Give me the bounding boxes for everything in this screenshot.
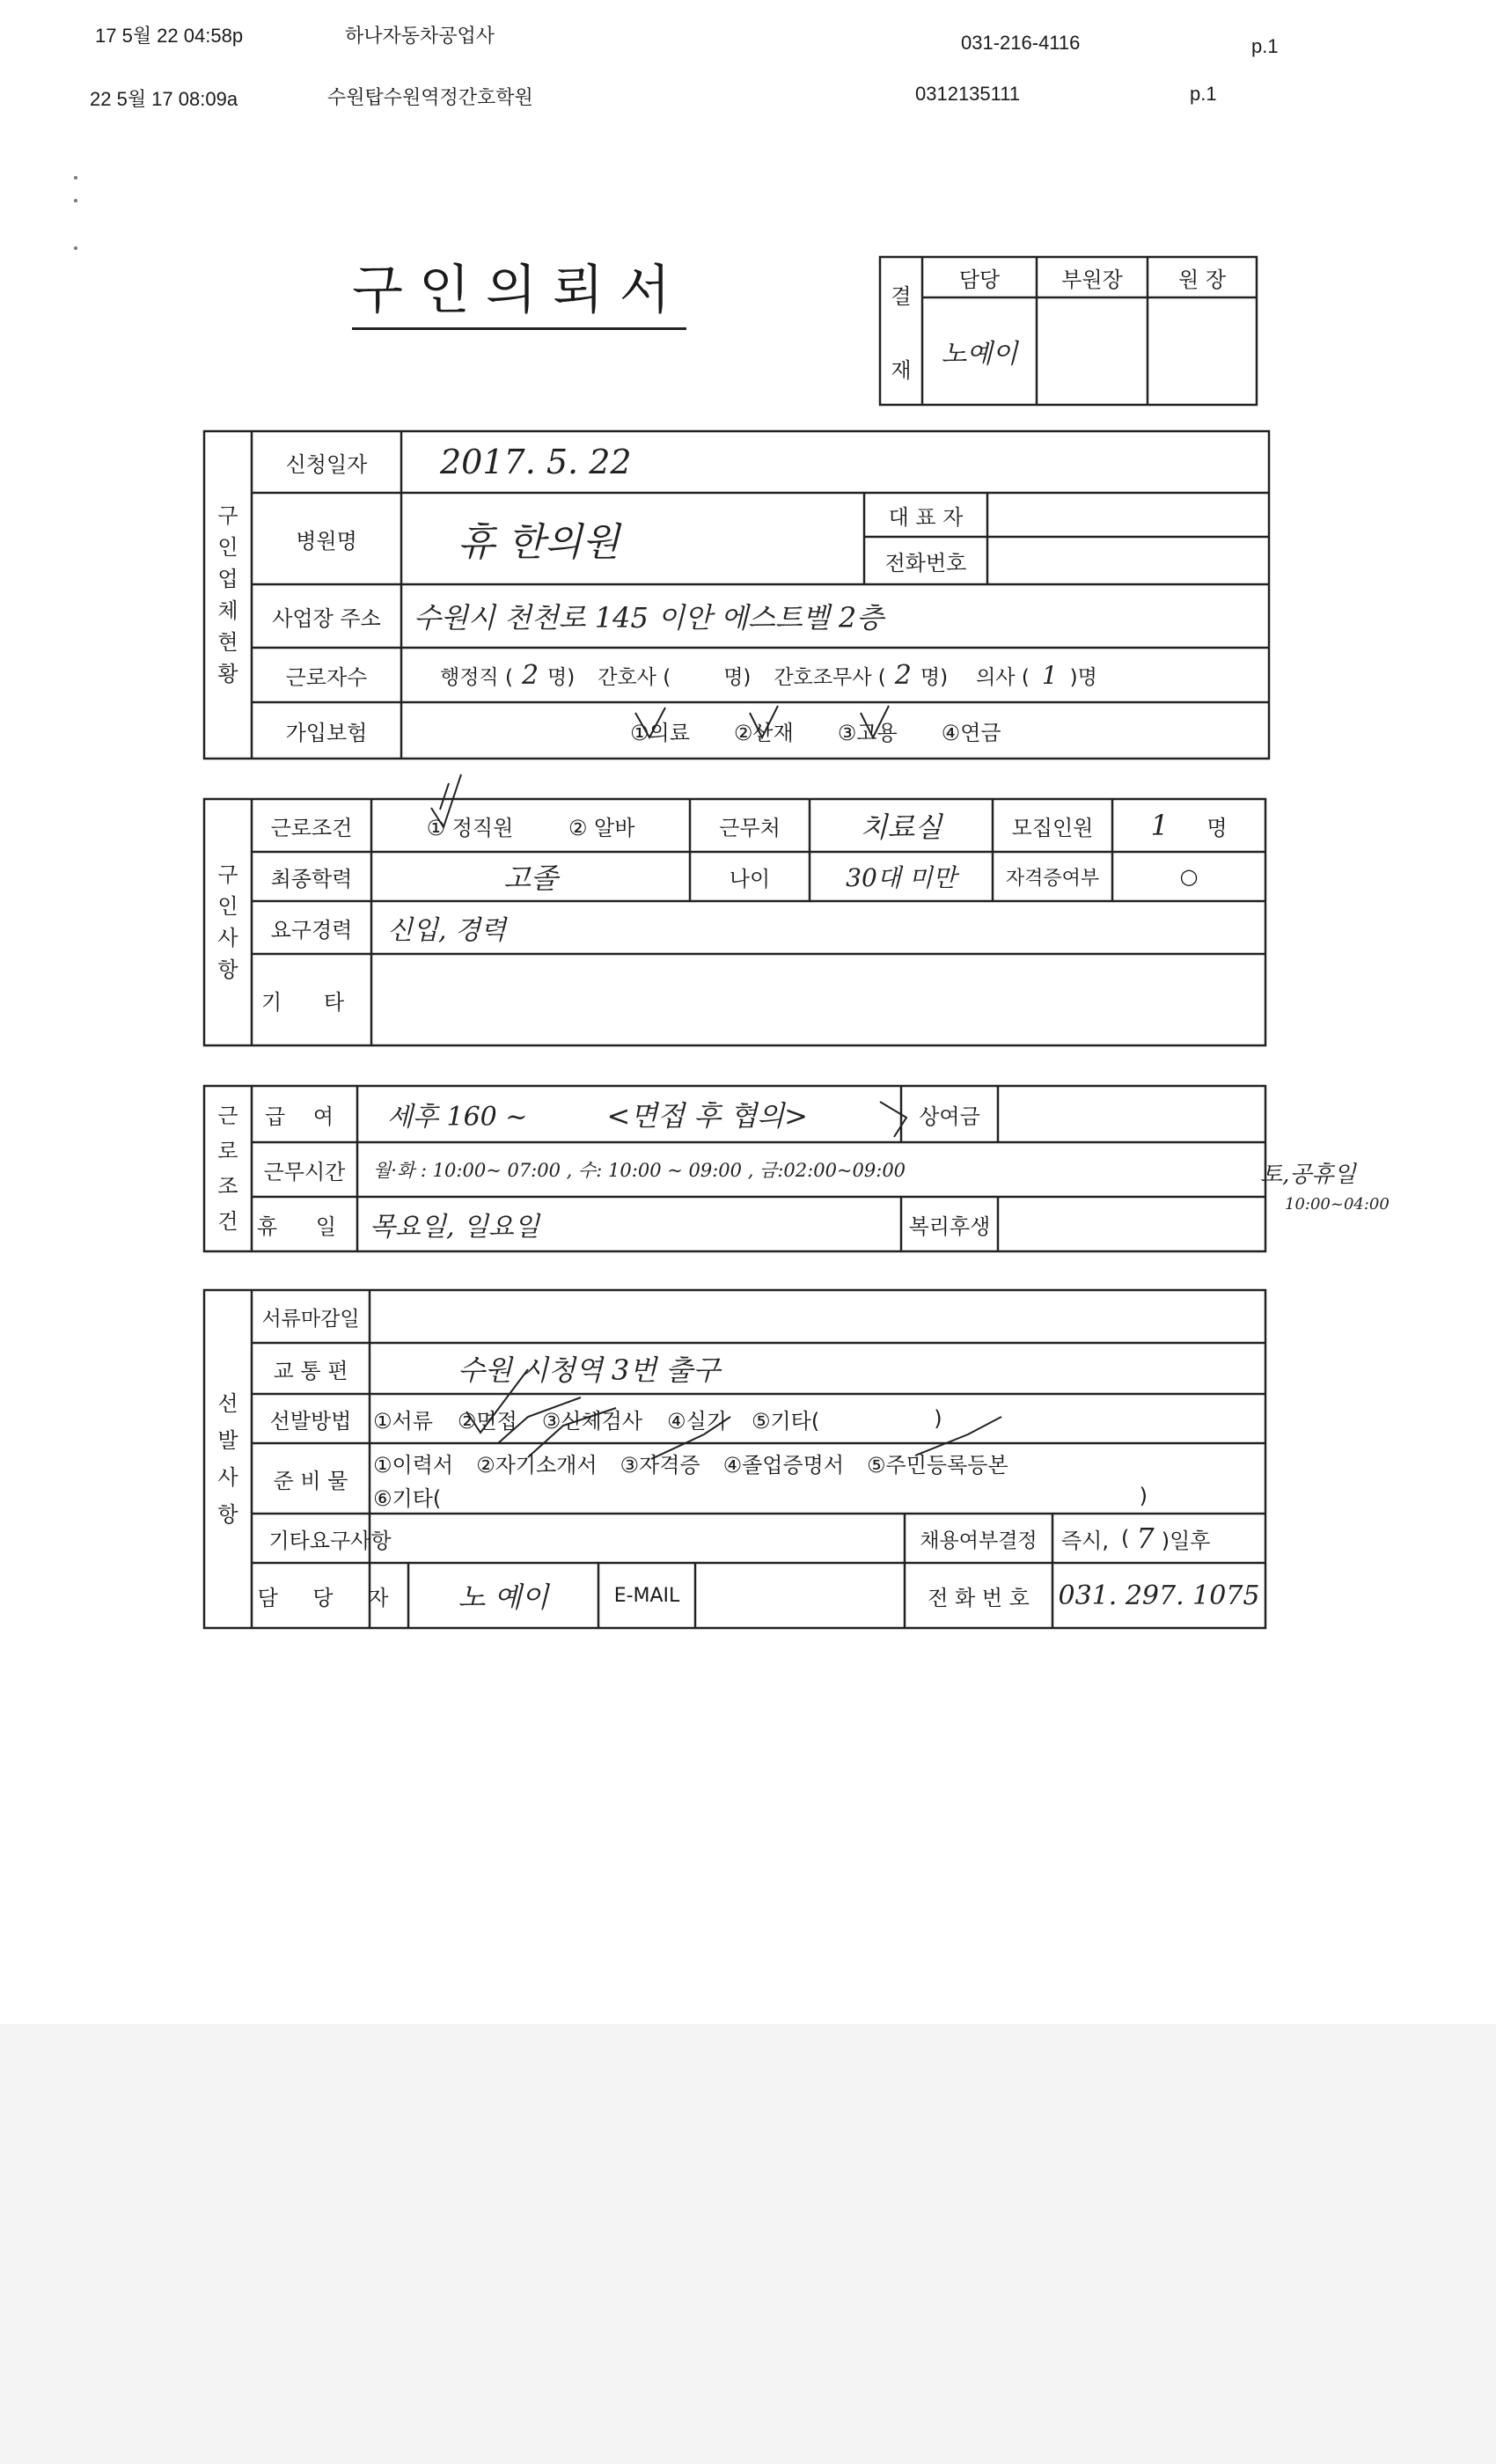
hours-label: 근무시간 <box>263 1159 346 1184</box>
headcount-cell <box>1112 799 1265 852</box>
deadline-value <box>378 1290 1258 1343</box>
insurance-pension: ④연금 <box>941 720 1001 745</box>
assistant-unit: 명) <box>920 665 949 689</box>
email-value <box>704 1563 898 1628</box>
address-label: 사업장 주소 <box>272 605 381 631</box>
license-value: ○ <box>1179 864 1199 889</box>
hiring-decision-text: 즉시, <box>1061 1528 1109 1553</box>
method-documents: ①서류 <box>373 1408 433 1434</box>
docs-options <box>373 1447 1253 1478</box>
approval-signature: 노예이 <box>941 339 1018 370</box>
apply-date-label: 신청일자 <box>285 451 368 477</box>
hiring-decision-unit: )일후 <box>1161 1528 1211 1553</box>
etc-label: 기 타 <box>261 989 362 1015</box>
apply-date-value: 2017. 5. 22 <box>440 443 632 481</box>
method-options <box>373 1394 1253 1443</box>
salary-cell <box>387 1086 898 1142</box>
method-practical: ④실기 <box>667 1408 727 1434</box>
approval-col-vice-director: 부원장 <box>1061 267 1123 292</box>
age-value: 30대 미만 <box>846 863 957 892</box>
welfare-label: 복리후생 <box>908 1214 991 1239</box>
admin-unit: 명) <box>547 665 576 689</box>
docs-cover-letter: ②자기소개서 <box>476 1452 598 1478</box>
holiday-label: 휴 일 <box>257 1214 352 1239</box>
headcount-unit: 명 <box>1206 815 1228 840</box>
docs-other-close: ) <box>1139 1484 1148 1508</box>
career-label: 요구경력 <box>270 917 353 942</box>
headcount-value: 1 <box>1150 809 1169 842</box>
fax-sender-1: 하나자동차공업사 <box>345 25 495 47</box>
hours-extra-time: 10:00~04:00 <box>1285 1195 1390 1214</box>
license-label: 자격증여부 <box>1005 867 1100 890</box>
workers-label: 근로자수 <box>285 664 368 690</box>
salary-value: 세후 160 ~ <box>387 1102 528 1133</box>
etc-value <box>387 954 1179 1045</box>
fax-phone-2: 0312135111 <box>915 83 1021 105</box>
insurance-medical: ①의료 <box>630 720 690 745</box>
section-recruit-label: 구 인 사 항 <box>217 862 238 982</box>
address-value: 수원시 천천로 145 이안 에스트벨 2층 <box>414 601 884 634</box>
docs-other-row <box>373 1480 1148 1512</box>
hospital-name-value: 휴 한의원 <box>458 520 620 565</box>
method-other: ⑤기타( <box>751 1408 820 1434</box>
fax-phone-1: 031-216-4116 <box>961 32 1081 54</box>
phone-value <box>994 537 1258 584</box>
document-title: 구인의뢰서 <box>352 248 686 330</box>
docs-license: ③자격증 <box>620 1452 700 1478</box>
transport-label: 교 통 편 <box>273 1358 348 1383</box>
bonus-label: 상여금 <box>919 1104 980 1129</box>
education-label: 최종학력 <box>270 866 353 891</box>
ceo-label: 대 표 자 <box>888 504 964 530</box>
conditions-label: 근로조건 <box>270 815 353 840</box>
page-background <box>0 2024 1496 2464</box>
method-label: 선발방법 <box>269 1408 352 1434</box>
approval-label-bottom: 재 <box>891 357 912 383</box>
other-requirements-label: 기타요구사항 <box>268 1528 392 1553</box>
section-employer-label: 구 인 업 체 현 황 <box>217 503 238 686</box>
age-label: 나이 <box>729 866 771 891</box>
fax-time-2: 22 5월 17 08:09a <box>90 88 238 110</box>
bonus-value <box>1003 1086 1258 1142</box>
hospital-name-label: 병원명 <box>296 528 357 554</box>
workers-row <box>440 648 1267 702</box>
approval-col-staff: 담당 <box>958 267 1001 292</box>
docs-resident-register: ⑤주민등록등본 <box>867 1452 1008 1478</box>
docs-other: ⑥기타( <box>373 1485 442 1511</box>
docs-resume: ①이력서 <box>373 1452 454 1478</box>
holiday-value: 목요일, 일요일 <box>370 1212 539 1243</box>
fax-time-1: 17 5월 22 04:58p <box>95 25 244 47</box>
salary-label: 급 여 <box>265 1104 344 1129</box>
section-work-conditions-label: 근 로 조 건 <box>217 1104 238 1234</box>
deadline-label: 서류마감일 <box>261 1307 360 1331</box>
headcount-label: 모집인원 <box>1011 815 1094 840</box>
contact-phone-label: 전 화 번 호 <box>928 1585 1030 1610</box>
approval-label-top: 결 <box>891 283 912 309</box>
doctor-unit: )명 <box>1069 665 1097 689</box>
hiring-decision-days: 7 <box>1136 1522 1155 1555</box>
phone-label: 전화번호 <box>884 550 967 576</box>
docs-diploma: ④졸업증명서 <box>722 1452 845 1478</box>
assistant-label: 간호조무사 ( <box>774 665 886 689</box>
workplace-label: 근무처 <box>719 815 781 840</box>
nurse-unit: 명) <box>723 665 752 689</box>
hiring-decision-cell: 즉시, ( 7 )일후 <box>1061 1522 1211 1555</box>
fax-page-1: p.1 <box>1251 35 1279 57</box>
option-fulltime: ① 정직원 <box>426 815 514 840</box>
contact-value: 노 예이 <box>458 1580 549 1614</box>
section-selection-label: 선 발 사 항 <box>217 1391 238 1527</box>
hiring-decision-label: 채용여부결정 <box>920 1529 1038 1552</box>
email-label: E-MAIL <box>613 1584 680 1607</box>
doctor-label: 의사 ( <box>976 665 1030 689</box>
workplace-value: 치료실 <box>860 810 942 844</box>
ceo-value <box>994 493 1258 537</box>
transport-value: 수원 시청역 3번 출구 <box>458 1353 721 1387</box>
method-other-close: ) <box>934 1406 942 1431</box>
nurse-label: 간호사 ( <box>598 665 671 689</box>
admin-count: 2 <box>521 659 539 691</box>
method-physical: ③신체검사 <box>541 1408 643 1434</box>
fax-page-2: p.1 <box>1190 83 1217 105</box>
insurance-industrial: ②산재 <box>733 720 794 745</box>
approval-col-director: 원 장 <box>1178 267 1226 292</box>
docs-label: 준 비 물 <box>273 1468 348 1493</box>
hours-extra-note: 토,공휴일 <box>1260 1162 1356 1188</box>
assistant-count: 2 <box>894 659 912 691</box>
career-value: 신입, 경력 <box>387 915 506 946</box>
contact-phone-value: 031. 297. 1075 <box>1058 1580 1260 1611</box>
method-interview: ②면접 <box>457 1408 517 1434</box>
doctor-count: 1 <box>1041 660 1058 690</box>
salary-note: <면접 후 협의> <box>606 1099 808 1133</box>
fax-sender-2: 수원탑수원역정간호학원 <box>327 86 533 108</box>
conditions-options <box>371 799 690 852</box>
insurance-employment: ③고용 <box>837 720 898 745</box>
hours-value: 월·화 : 10:00~ 07:00 , 수: 10:00 ~ 09:00 , 금:02:00~09:00 <box>373 1160 906 1181</box>
insurance-options <box>630 702 1246 759</box>
education-value: 고졸 <box>503 862 558 895</box>
admin-label: 행정직 ( <box>440 665 513 689</box>
welfare-value <box>1003 1197 1258 1251</box>
contact-label: 담 당 자 <box>257 1585 403 1610</box>
insurance-label: 가입보험 <box>285 720 368 745</box>
option-parttime: ② 알바 <box>568 815 635 840</box>
